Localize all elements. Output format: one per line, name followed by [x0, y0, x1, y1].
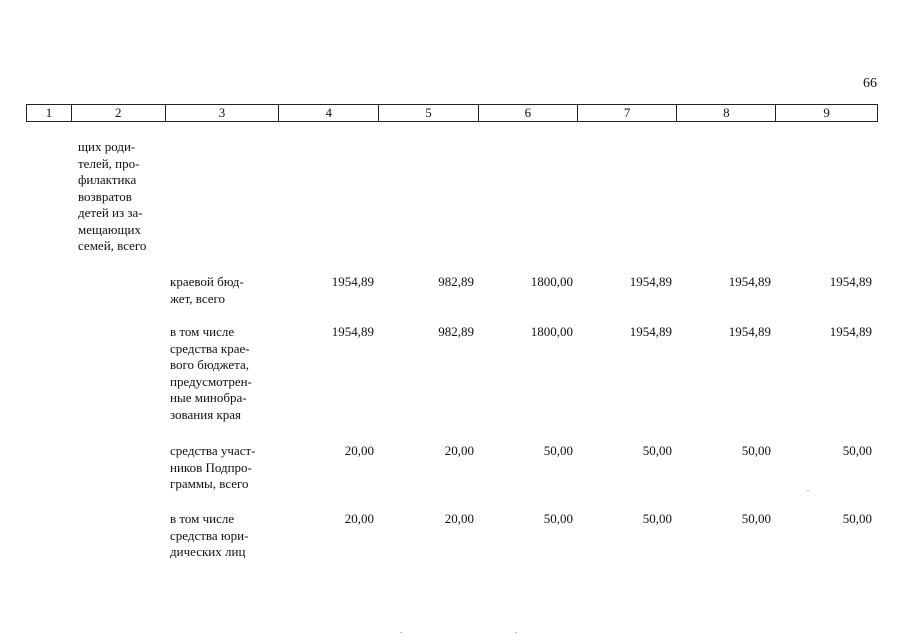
value-col5: 20,00 [444, 511, 474, 526]
value-col6: 1800,00 [530, 274, 573, 289]
scan-speck [400, 632, 402, 633]
row-label [170, 324, 274, 423]
header-col-3: 3 [166, 105, 280, 121]
header-col-1: 1 [27, 105, 72, 121]
value-col9: 1954,89 [829, 274, 872, 289]
value-col4: 20,00 [344, 443, 374, 458]
header-col-7: 7 [578, 105, 678, 121]
col2-line: щих роди- [78, 139, 136, 154]
label-line: ные минобра- [170, 390, 247, 405]
value-col7: 1954,89 [629, 324, 672, 339]
header-col-6: 6 [479, 105, 578, 121]
value-col7: 50,00 [642, 443, 672, 458]
label-line: зования края [170, 406, 242, 422]
value-col6: 50,00 [543, 511, 573, 526]
label-line: ников Подпро- [170, 459, 252, 475]
header-col-4: 4 [279, 105, 379, 121]
label-line: в том числе [170, 511, 235, 526]
value-col8: 1954,89 [728, 324, 771, 339]
value-col9: 50,00 [842, 443, 872, 458]
value-col9: 1954,89 [829, 324, 872, 339]
col2-line: мещающих [78, 221, 141, 237]
row-label [170, 443, 274, 493]
value-col7: 1954,89 [629, 274, 672, 289]
page-number: 66 [863, 76, 877, 91]
col2-line: возвратов [78, 188, 132, 204]
value-col4: 1954,89 [331, 324, 374, 339]
value-col8: 50,00 [741, 443, 771, 458]
value-col6: 1800,00 [530, 324, 573, 339]
row-label [170, 511, 274, 561]
header-col-5: 5 [379, 105, 479, 121]
label-line: жет, всего [170, 290, 226, 306]
value-col8: 50,00 [741, 511, 771, 526]
label-line: предусмотрен- [170, 373, 252, 389]
header-col-8: 8 [677, 105, 776, 121]
value-col7: 50,00 [642, 511, 672, 526]
col2-line: детей из за- [78, 205, 143, 220]
value-col9: 50,00 [842, 511, 872, 526]
table-header [26, 104, 878, 122]
value-col4: 20,00 [344, 511, 374, 526]
label-line: средства крае- [170, 340, 250, 356]
col2-line: телей, про- [78, 155, 140, 171]
scan-speck [807, 490, 809, 491]
value-col4: 1954,89 [331, 274, 374, 289]
label-line: вого бюджета, [170, 357, 250, 372]
value-col5: 982,89 [438, 324, 474, 339]
value-col5: 20,00 [444, 443, 474, 458]
label-line: граммы, всего [170, 476, 249, 491]
label-line: краевой бюд- [170, 274, 244, 289]
row-label [170, 274, 274, 307]
value-col5: 982,89 [438, 274, 474, 289]
label-line: средства участ- [170, 443, 256, 458]
value-col8: 1954,89 [728, 274, 771, 289]
value-col6: 50,00 [543, 443, 573, 458]
col2-line: филактика [78, 172, 137, 187]
col2-description [78, 139, 160, 255]
label-line: средства юри- [170, 527, 249, 543]
label-line: в том числе [170, 324, 235, 339]
col2-line: семей, всего [78, 238, 147, 253]
header-col-2: 2 [72, 105, 166, 121]
header-col-9: 9 [823, 105, 830, 120]
scan-speck [515, 632, 517, 633]
label-line: дических лиц [170, 544, 246, 559]
